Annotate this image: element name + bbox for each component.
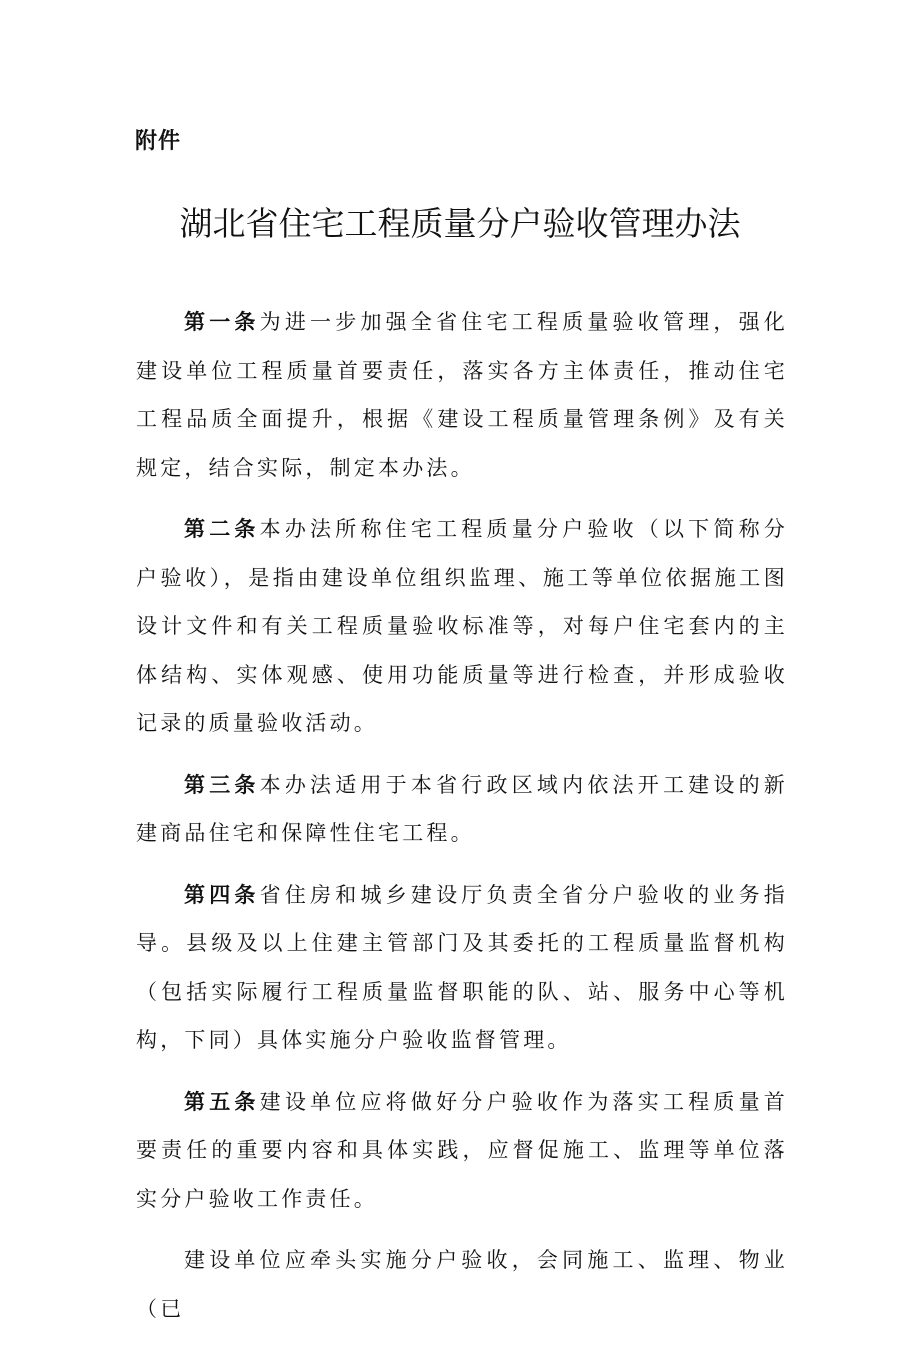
article-2 (136, 505, 788, 748)
article-number: 第二条 (184, 517, 260, 541)
article-5 (136, 1078, 788, 1224)
article-number: 第五条 (184, 1089, 260, 1114)
attachment-label: 附件 (135, 129, 182, 154)
article-5-continuation: 建设单位应牵头实施分户验收，会同施工、监理、物业（已 (136, 1248, 788, 1321)
article-1 (136, 298, 788, 492)
article-text: 省住房和城乡建设厅负责全省分户验收的业务指导。县级及以上住建主管部门及其委托的工程质量监督机构（包括实际履行工程质量监督职能的队、站、服务中心等机构，下同）具体实施分户验收监督管理。 (136, 882, 788, 1052)
article-text: 本办法所称住宅工程质量分户验收（以下简称分户验收），是指由建设单位组织监理、施工等单位依据施工图设计文件和有关工程质量验收标准等，对每户住宅套内的主体结构、实体观感、使用功能质量等进行检查，并形成验收记录的质量验收活动。 (136, 517, 788, 735)
article-text: 本办法适用于本省行政区域内依法开工建设的新建商品住宅和保障性住宅工程。 (136, 772, 788, 845)
article-number: 第一条 (184, 310, 260, 334)
article-3 (136, 761, 788, 858)
article-4 (136, 871, 788, 1065)
article-text: 为进一步加强全省住宅工程质量验收管理，强化建设单位工程质量首要责任，落实各方主体责任，推动住宅工程品质全面提升，根据《建设工程质量管理条例》及有关规定，结合实际，制定本办法。 (136, 310, 788, 480)
document-title: 湖北省住宅工程质量分户验收管理办法 (179, 204, 741, 243)
document-body (136, 298, 788, 1346)
article-number: 第三条 (184, 772, 260, 797)
article-number: 第四条 (184, 882, 260, 907)
article-text: 建设单位应将做好分户验收作为落实工程质量首要责任的重要内容和具体实践，应督促施工、监理等单位落实分户验收工作责任。 (136, 1089, 788, 1211)
